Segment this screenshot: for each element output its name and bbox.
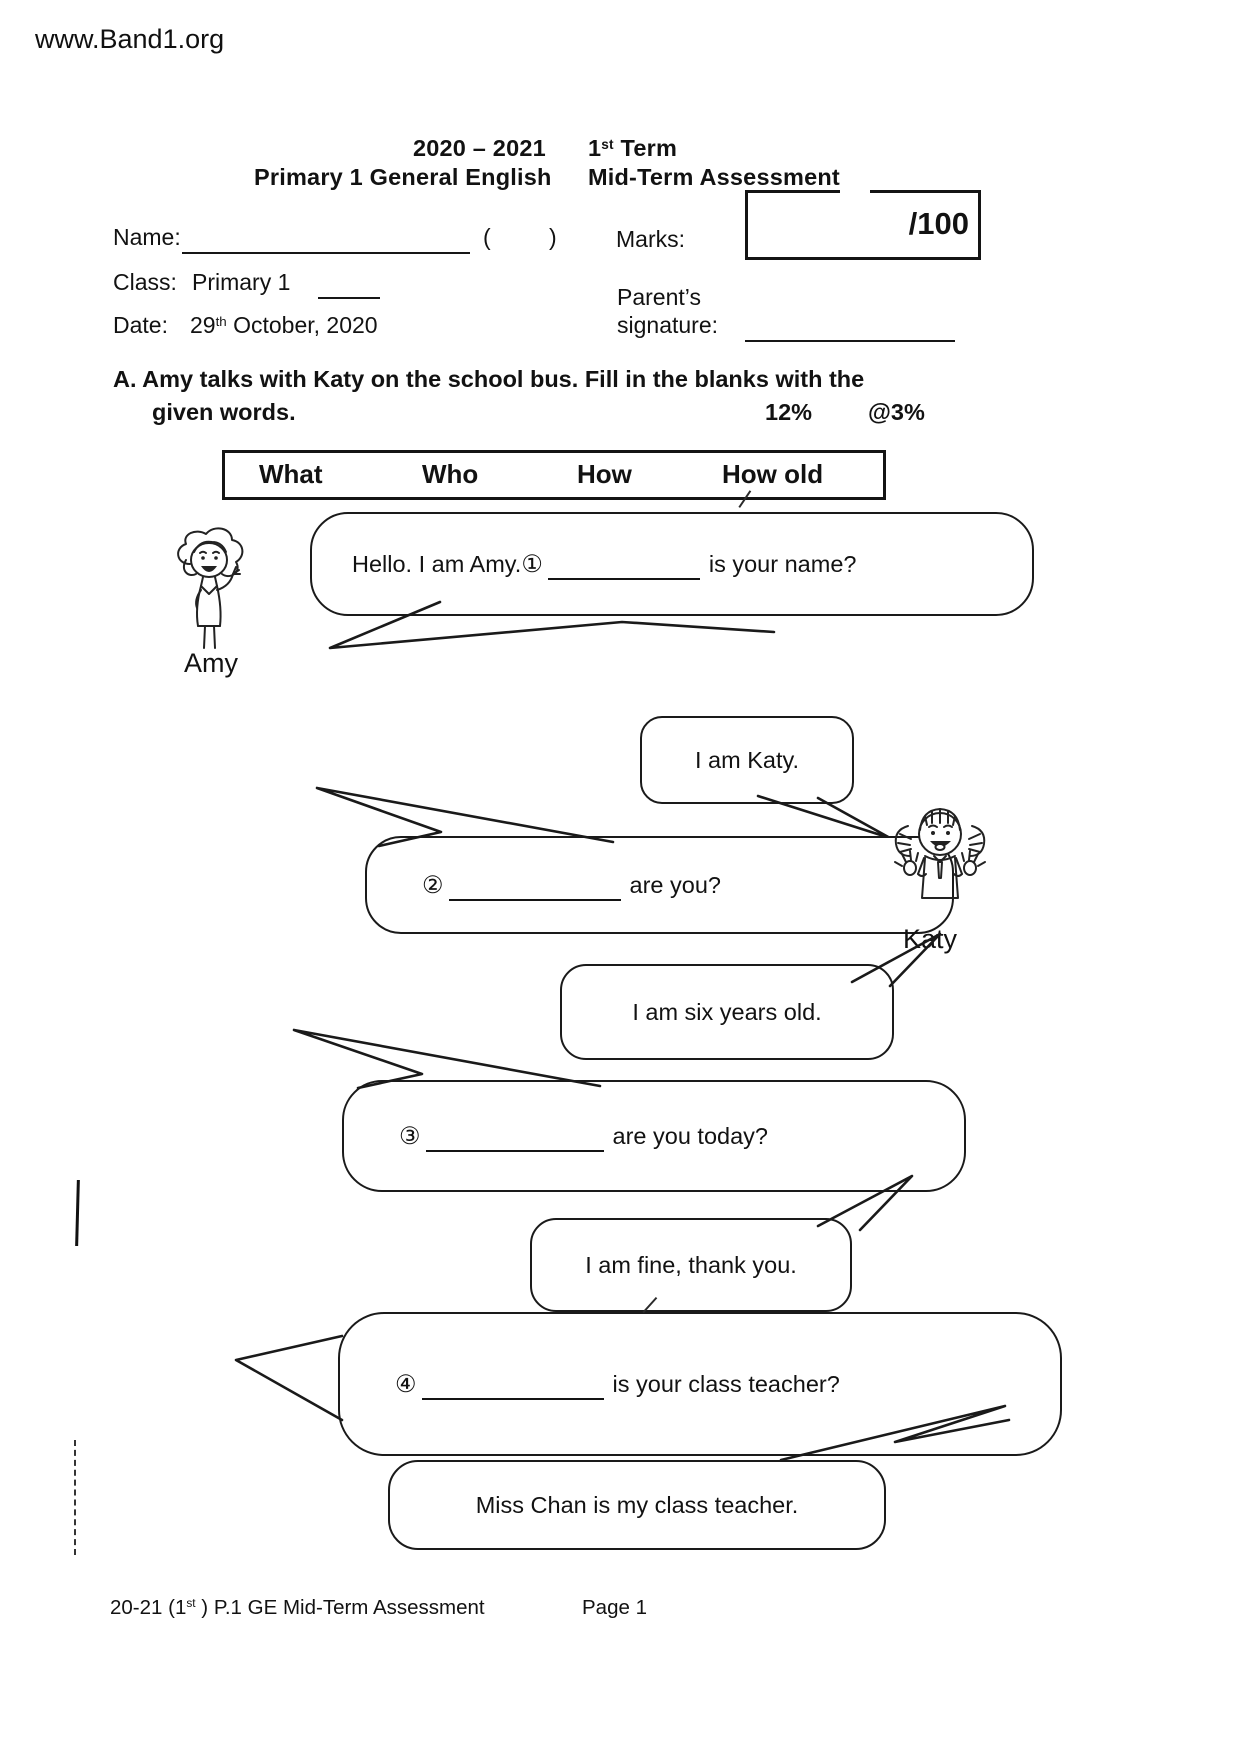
bubble-7-number: ④ (395, 1370, 417, 1398)
parent-signature-label-line2: signature: (617, 312, 719, 338)
bubble-tail (848, 928, 948, 988)
footer-doc-post: ) P.1 GE Mid-Term Assessment (195, 1596, 485, 1619)
marks-label: Marks: (616, 226, 685, 252)
speech-bubble-katy-1 (640, 716, 854, 804)
parent-signature-label-line1: Parent’s (617, 284, 701, 310)
word-bank (222, 450, 886, 500)
footer-doc-pre: 20-21 (1 (110, 1596, 187, 1619)
bubble-tail (775, 1398, 1015, 1466)
marks-box[interactable] (745, 190, 981, 260)
section-a-total-marks: 12% (765, 399, 813, 425)
name-label: Name: (113, 224, 181, 250)
bubble-tail (292, 1028, 602, 1094)
date-day: 29 (190, 312, 216, 338)
word-bank-item: Who (422, 459, 479, 489)
answer-blank-1[interactable] (548, 556, 700, 580)
bubble-tail (812, 1168, 922, 1232)
header-assessment: Mid-Term Assessment (588, 164, 840, 190)
header-term-word: Term (613, 135, 678, 161)
marks-total: /100 (908, 206, 969, 241)
speech-bubble-katy-2 (560, 964, 894, 1060)
signature-line[interactable] (745, 314, 955, 342)
header-term (588, 135, 677, 162)
class-line[interactable] (318, 271, 380, 299)
scan-margin-mark (75, 1180, 79, 1246)
section-a-heading-line1: A. Amy talks with Katy on the school bus. Fill in the blanks with the (113, 366, 865, 392)
bubble-tail (315, 786, 615, 850)
header-course: Primary 1 General English (254, 164, 552, 190)
class-number-paren-close: ) (549, 224, 557, 250)
bubble-5-number: ③ (399, 1122, 421, 1150)
bubble-3-suffix: are you? (629, 871, 721, 898)
watermark-text: www.Band1.org (35, 24, 225, 54)
bubble-tail (230, 1330, 348, 1426)
marks-box-scan-gap (840, 189, 870, 194)
header-year-range: 2020 – 2021 (413, 135, 546, 161)
word-bank-item: How old (722, 459, 824, 489)
footer-doc-ordinal: st (186, 1596, 196, 1611)
class-number-field[interactable] (498, 224, 546, 252)
word-bank-item: How (577, 459, 632, 489)
class-number-paren-open: ( (483, 224, 491, 250)
amy-illustration (160, 526, 260, 650)
speech-bubble-katy-4 (388, 1460, 886, 1550)
word-bank-item: What (259, 459, 323, 489)
date-label: Date: (113, 312, 168, 338)
bubble-4-text: I am six years old. (632, 998, 822, 1025)
section-a-heading-line2: given words. (152, 399, 296, 425)
bubble-3-number: ② (422, 871, 444, 899)
answer-blank-2[interactable] (449, 877, 621, 901)
katy-label: Katy (903, 924, 958, 954)
speech-bubble-amy-2 (365, 836, 954, 934)
amy-label: Amy (184, 648, 238, 678)
section-a-per-blank-marks: @3% (868, 399, 925, 425)
header-term-number: 1 (588, 135, 602, 161)
bubble-2-text: I am Katy. (694, 746, 800, 773)
scan-margin-mark (74, 1440, 76, 1555)
answer-blank-3[interactable] (426, 1128, 604, 1152)
header-term-ordinal: st (601, 136, 614, 152)
date-ordinal: th (215, 313, 227, 329)
class-label: Class: (113, 269, 177, 295)
speech-bubble-katy-3 (530, 1218, 852, 1312)
bubble-6-text: I am fine, thank you. (585, 1251, 797, 1278)
bubble-tail (322, 598, 782, 656)
bubble-1-suffix: is your name? (708, 550, 857, 577)
footer-page-number: Page 1 (582, 1596, 647, 1619)
bubble-7-suffix: is your class teacher? (612, 1370, 840, 1397)
footer-doc-code (110, 1596, 485, 1620)
class-value: Primary 1 (192, 269, 291, 295)
date-month-year: October, 2020 (226, 312, 378, 338)
bubble-1-number: ① (521, 550, 543, 578)
date-value (190, 312, 378, 339)
name-line[interactable] (182, 226, 470, 254)
bubble-5-suffix: are you today? (612, 1122, 768, 1149)
bubble-8-text: Miss Chan is my class teacher. (475, 1491, 799, 1518)
bubble-1-prefix: Hello. I am Amy. (352, 550, 522, 577)
katy-illustration (888, 794, 992, 916)
answer-blank-4[interactable] (422, 1376, 604, 1400)
